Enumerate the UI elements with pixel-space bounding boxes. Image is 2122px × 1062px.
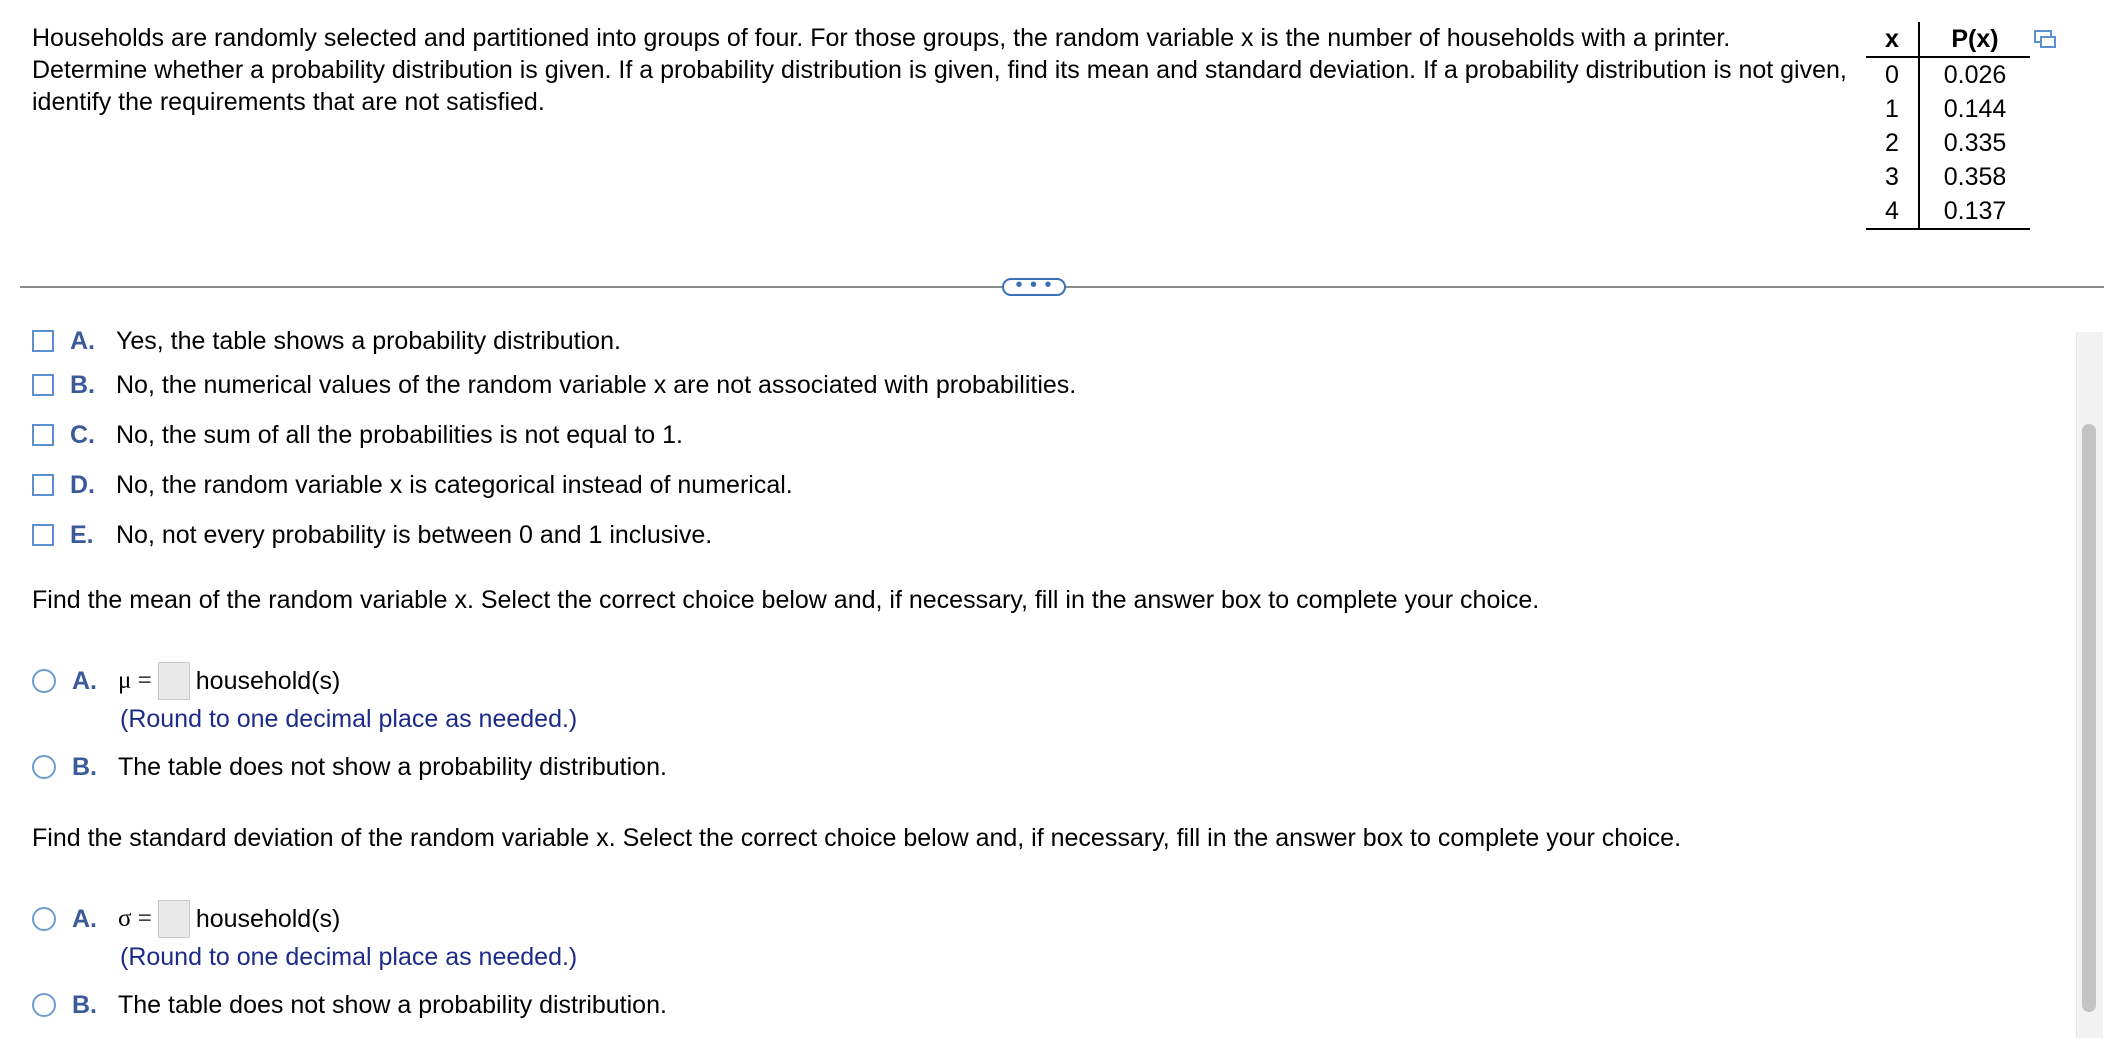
cell-x: 1	[1866, 92, 1919, 126]
radio-icon[interactable]	[32, 669, 56, 693]
cell-px: 0.026	[1943, 61, 2007, 89]
option-letter: B.	[70, 371, 95, 399]
header-px: P(x)	[1919, 22, 2030, 57]
sd-answer-input[interactable]	[158, 900, 190, 938]
table-row	[1866, 57, 2030, 92]
q1-option-a[interactable]	[32, 330, 621, 356]
cell-x: 4	[1866, 194, 1919, 229]
checkbox-icon[interactable]	[32, 524, 54, 546]
radio-icon[interactable]	[32, 755, 56, 779]
mean-option-b[interactable]	[32, 752, 667, 782]
q1-option-d[interactable]	[32, 470, 793, 500]
checkbox-icon[interactable]	[32, 374, 54, 396]
unit-label: household(s)	[195, 667, 341, 695]
popout-window-icon[interactable]	[2034, 30, 2056, 48]
sigma-symbol: σ =	[118, 905, 152, 932]
option-letter: E.	[70, 521, 94, 549]
mu-symbol: μ =	[118, 667, 152, 694]
option-text: No, not every probability is between 0 and 1 inclusive.	[116, 521, 713, 549]
checkbox-icon[interactable]	[32, 424, 54, 446]
sd-rounding-hint: (Round to one decimal place as needed.)	[120, 943, 578, 971]
option-text: No, the random variable x is categorical instead of numerical.	[116, 471, 793, 499]
q1-option-b[interactable]	[32, 370, 1076, 400]
problem-statement: Households are randomly selected and partitioned into groups of four. For those groups, the random variable x is the number of households with a printer. Determine whether a probability distribution is given. If a probability distribution is given, find its mean and standard deviation. If a probability distribution is not given, identify the requirements that are not satisfied.	[32, 24, 1847, 116]
option-text: No, the numerical values of the random variable x are not associated with probabilities.	[116, 371, 1077, 399]
sd-prompt: Find the standard deviation of the random variable x. Select the correct choice below and, if necessary, fill in the answer box to complete your choice.	[32, 824, 1682, 852]
option-text: Yes, the table shows a probability distribution.	[116, 330, 621, 355]
checkbox-icon[interactable]	[32, 474, 54, 496]
option-letter: A.	[72, 667, 97, 695]
cell-x: 2	[1866, 126, 1919, 160]
cell-px: 0.144	[1943, 95, 2007, 123]
sd-option-a[interactable]	[32, 900, 340, 938]
table-row	[1866, 160, 2030, 194]
option-letter: D.	[70, 471, 95, 499]
option-letter: B.	[72, 991, 97, 1019]
option-text: The table does not show a probability distribution.	[118, 753, 667, 781]
option-text: The table does not show a probability distribution.	[118, 991, 667, 1019]
mean-option-a[interactable]	[32, 662, 340, 700]
expand-more-button[interactable]: • • •	[1002, 278, 1066, 296]
table-row	[1866, 194, 2030, 229]
option-letter: C.	[70, 421, 95, 449]
option-letter: B.	[72, 753, 97, 781]
radio-icon[interactable]	[32, 907, 56, 931]
cell-px: 0.137	[1919, 194, 2030, 229]
table-row	[1866, 126, 2030, 160]
sd-option-b[interactable]	[32, 990, 667, 1020]
mean-answer-input[interactable]	[158, 662, 190, 700]
option-letter: A.	[70, 330, 95, 355]
option-text: No, the sum of all the probabilities is not equal to 1.	[116, 421, 683, 449]
mean-prompt: Find the mean of the random variable x. Select the correct choice below and, if necessary, fill in the answer box to complete your choice.	[32, 586, 1540, 614]
vertical-scrollbar[interactable]	[2076, 332, 2103, 1038]
cell-px: 0.358	[1943, 163, 2007, 191]
cell-x: 0	[1866, 57, 1919, 92]
checkbox-icon[interactable]	[32, 330, 54, 352]
mean-rounding-hint: (Round to one decimal place as needed.)	[120, 705, 578, 733]
cell-px: 0.335	[1943, 129, 2007, 157]
header-x: x	[1866, 22, 1919, 57]
radio-icon[interactable]	[32, 993, 56, 1017]
unit-label: household(s)	[195, 905, 341, 933]
scrollbar-thumb[interactable]	[2082, 424, 2096, 1012]
answer-scroll-region	[0, 330, 2122, 1040]
table-row	[1866, 92, 2030, 126]
cell-x: 3	[1866, 160, 1919, 194]
q1-option-e[interactable]	[32, 520, 712, 550]
probability-table	[1866, 22, 2030, 230]
option-letter: A.	[72, 905, 97, 933]
q1-option-c[interactable]	[32, 420, 683, 450]
